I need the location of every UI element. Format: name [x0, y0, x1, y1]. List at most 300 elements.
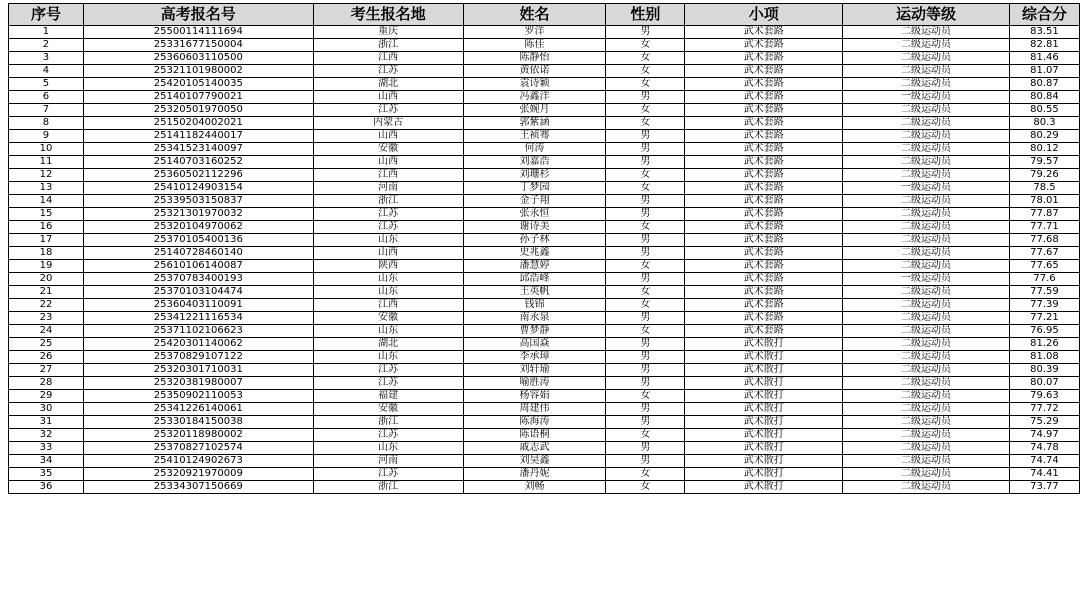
cell-registration-region: 浙江	[313, 39, 463, 52]
cell-total-score: 78.5	[1009, 182, 1079, 195]
cell-serial-number: 18	[9, 247, 84, 260]
cell-name: 郭紫涵	[463, 117, 606, 130]
cell-name: 张永恒	[463, 208, 606, 221]
cell-registration-region: 山东	[313, 351, 463, 364]
table-row	[9, 260, 1080, 273]
table-row	[9, 403, 1080, 416]
cell-registration-number: 25150204002021	[83, 117, 313, 130]
cell-total-score: 80.3	[1009, 117, 1079, 130]
cell-registration-number: 25420105140035	[83, 78, 313, 91]
cell-athlete-level: 二级运动员	[843, 78, 1010, 91]
cell-registration-number: 25141182440017	[83, 130, 313, 143]
cell-gender: 男	[606, 377, 685, 390]
cell-athlete-level: 二级运动员	[843, 52, 1010, 65]
results-table	[8, 3, 1080, 494]
cell-serial-number: 19	[9, 260, 84, 273]
cell-athlete-level: 二级运动员	[843, 312, 1010, 325]
cell-name: 王祯骞	[463, 130, 606, 143]
cell-name: 钱锦	[463, 299, 606, 312]
cell-event: 武术散打	[685, 364, 843, 377]
cell-event: 武术散打	[685, 468, 843, 481]
cell-event: 武术散打	[685, 390, 843, 403]
cell-athlete-level: 二级运动员	[843, 195, 1010, 208]
cell-serial-number: 6	[9, 91, 84, 104]
cell-registration-number: 25140728460140	[83, 247, 313, 260]
cell-registration-region: 山西	[313, 156, 463, 169]
cell-registration-number: 25140703160252	[83, 156, 313, 169]
cell-total-score: 77.87	[1009, 208, 1079, 221]
cell-athlete-level: 二级运动员	[843, 299, 1010, 312]
cell-total-score: 78.01	[1009, 195, 1079, 208]
cell-registration-number: 25339503150837	[83, 195, 313, 208]
cell-event: 武术套路	[685, 208, 843, 221]
cell-serial-number: 3	[9, 52, 84, 65]
cell-gender: 女	[606, 468, 685, 481]
cell-total-score: 81.26	[1009, 338, 1079, 351]
cell-gender: 女	[606, 52, 685, 65]
header-row	[9, 4, 1080, 26]
cell-total-score: 83.51	[1009, 26, 1079, 39]
cell-registration-region: 湖北	[313, 338, 463, 351]
cell-total-score: 79.63	[1009, 390, 1079, 403]
cell-serial-number: 21	[9, 286, 84, 299]
table-row	[9, 364, 1080, 377]
cell-registration-number: 25320118980002	[83, 429, 313, 442]
header-gender: 性别	[606, 4, 685, 26]
cell-name: 谢诗美	[463, 221, 606, 234]
cell-gender: 女	[606, 39, 685, 52]
cell-serial-number: 20	[9, 273, 84, 286]
cell-registration-number: 25341221116534	[83, 312, 313, 325]
cell-gender: 男	[606, 234, 685, 247]
table-row	[9, 208, 1080, 221]
cell-registration-number: 25370827102574	[83, 442, 313, 455]
cell-total-score: 77.72	[1009, 403, 1079, 416]
table-row	[9, 429, 1080, 442]
cell-name: 刘昊鑫	[463, 455, 606, 468]
table-row	[9, 442, 1080, 455]
table-row	[9, 65, 1080, 78]
cell-gender: 男	[606, 26, 685, 39]
cell-registration-region: 浙江	[313, 481, 463, 494]
cell-event: 武术散打	[685, 455, 843, 468]
cell-athlete-level: 二级运动员	[843, 364, 1010, 377]
cell-event: 武术散打	[685, 442, 843, 455]
cell-total-score: 77.65	[1009, 260, 1079, 273]
cell-total-score: 81.46	[1009, 52, 1079, 65]
cell-athlete-level: 二级运动员	[843, 143, 1010, 156]
cell-total-score: 74.74	[1009, 455, 1079, 468]
cell-serial-number: 14	[9, 195, 84, 208]
cell-registration-number: 25420301140062	[83, 338, 313, 351]
cell-gender: 男	[606, 273, 685, 286]
cell-serial-number: 11	[9, 156, 84, 169]
cell-total-score: 80.55	[1009, 104, 1079, 117]
header-total-score: 综合分	[1009, 4, 1079, 26]
cell-name: 刘嘉浩	[463, 156, 606, 169]
table-row	[9, 468, 1080, 481]
cell-name: 杨容娟	[463, 390, 606, 403]
cell-gender: 女	[606, 429, 685, 442]
cell-name: 高国焱	[463, 338, 606, 351]
cell-name: 戚志武	[463, 442, 606, 455]
cell-serial-number: 12	[9, 169, 84, 182]
cell-registration-region: 江苏	[313, 429, 463, 442]
cell-name: 周建伟	[463, 403, 606, 416]
table-row	[9, 52, 1080, 65]
cell-event: 武术套路	[685, 78, 843, 91]
cell-gender: 男	[606, 247, 685, 260]
cell-registration-region: 山西	[313, 91, 463, 104]
cell-event: 武术散打	[685, 403, 843, 416]
table-row	[9, 26, 1080, 39]
table-row	[9, 130, 1080, 143]
cell-registration-number: 25320921970009	[83, 468, 313, 481]
table-row	[9, 390, 1080, 403]
cell-serial-number: 32	[9, 429, 84, 442]
cell-serial-number: 30	[9, 403, 84, 416]
cell-total-score: 79.57	[1009, 156, 1079, 169]
cell-name: 曹梦静	[463, 325, 606, 338]
cell-serial-number: 7	[9, 104, 84, 117]
cell-serial-number: 16	[9, 221, 84, 234]
cell-total-score: 74.78	[1009, 442, 1079, 455]
cell-event: 武术散打	[685, 481, 843, 494]
cell-gender: 男	[606, 351, 685, 364]
cell-total-score: 80.12	[1009, 143, 1079, 156]
cell-gender: 男	[606, 143, 685, 156]
table-row	[9, 299, 1080, 312]
cell-athlete-level: 二级运动员	[843, 351, 1010, 364]
header-registration-region: 考生报名地	[313, 4, 463, 26]
cell-name: 黄依诺	[463, 65, 606, 78]
cell-name: 史兆鑫	[463, 247, 606, 260]
cell-gender: 男	[606, 312, 685, 325]
cell-gender: 男	[606, 455, 685, 468]
cell-total-score: 77.71	[1009, 221, 1079, 234]
table-row	[9, 455, 1080, 468]
cell-name: 潘丹妮	[463, 468, 606, 481]
cell-total-score: 77.21	[1009, 312, 1079, 325]
cell-registration-region: 山东	[313, 234, 463, 247]
cell-name: 王英帆	[463, 286, 606, 299]
cell-registration-number: 25320381980007	[83, 377, 313, 390]
cell-registration-region: 江苏	[313, 364, 463, 377]
cell-registration-number: 25140107790021	[83, 91, 313, 104]
cell-registration-number: 25500114111694	[83, 26, 313, 39]
cell-athlete-level: 二级运动员	[843, 260, 1010, 273]
cell-event: 武术套路	[685, 65, 843, 78]
header-serial-number: 序号	[9, 4, 84, 26]
cell-registration-region: 山西	[313, 130, 463, 143]
cell-registration-region: 福建	[313, 390, 463, 403]
cell-gender: 男	[606, 364, 685, 377]
cell-athlete-level: 二级运动员	[843, 325, 1010, 338]
cell-registration-region: 浙江	[313, 195, 463, 208]
cell-athlete-level: 二级运动员	[843, 455, 1010, 468]
cell-serial-number: 28	[9, 377, 84, 390]
cell-athlete-level: 二级运动员	[843, 104, 1010, 117]
cell-name: 张婉月	[463, 104, 606, 117]
cell-registration-number: 25370103104474	[83, 286, 313, 299]
cell-gender: 男	[606, 403, 685, 416]
cell-registration-number: 25360502112296	[83, 169, 313, 182]
cell-serial-number: 4	[9, 65, 84, 78]
cell-serial-number: 27	[9, 364, 84, 377]
cell-athlete-level: 二级运动员	[843, 286, 1010, 299]
cell-event: 武术套路	[685, 156, 843, 169]
cell-gender: 女	[606, 325, 685, 338]
cell-event: 武术散打	[685, 338, 843, 351]
cell-athlete-level: 一级运动员	[843, 273, 1010, 286]
cell-total-score: 77.6	[1009, 273, 1079, 286]
cell-serial-number: 34	[9, 455, 84, 468]
cell-serial-number: 36	[9, 481, 84, 494]
cell-total-score: 74.97	[1009, 429, 1079, 442]
cell-registration-region: 安徽	[313, 312, 463, 325]
cell-athlete-level: 二级运动员	[843, 26, 1010, 39]
cell-serial-number: 2	[9, 39, 84, 52]
cell-serial-number: 15	[9, 208, 84, 221]
cell-registration-number: 25330184150038	[83, 416, 313, 429]
cell-serial-number: 17	[9, 234, 84, 247]
cell-total-score: 80.84	[1009, 91, 1079, 104]
cell-registration-region: 江西	[313, 169, 463, 182]
cell-total-score: 75.29	[1009, 416, 1079, 429]
cell-event: 武术散打	[685, 351, 843, 364]
cell-registration-number: 25321301970032	[83, 208, 313, 221]
header-name: 姓名	[463, 4, 606, 26]
cell-name: 何涛	[463, 143, 606, 156]
cell-registration-region: 内蒙古	[313, 117, 463, 130]
cell-gender: 男	[606, 208, 685, 221]
cell-registration-number: 25321101980002	[83, 65, 313, 78]
cell-name: 南永泉	[463, 312, 606, 325]
cell-name: 陈静怡	[463, 52, 606, 65]
cell-name: 潘慧婷	[463, 260, 606, 273]
cell-registration-region: 江苏	[313, 468, 463, 481]
cell-event: 武术套路	[685, 91, 843, 104]
cell-name: 陈语桐	[463, 429, 606, 442]
table-row	[9, 325, 1080, 338]
cell-total-score: 81.08	[1009, 351, 1079, 364]
cell-gender: 女	[606, 481, 685, 494]
cell-athlete-level: 二级运动员	[843, 169, 1010, 182]
cell-total-score: 81.07	[1009, 65, 1079, 78]
cell-registration-number: 25350902110053	[83, 390, 313, 403]
cell-name: 孙子林	[463, 234, 606, 247]
cell-total-score: 80.29	[1009, 130, 1079, 143]
cell-serial-number: 31	[9, 416, 84, 429]
cell-event: 武术套路	[685, 247, 843, 260]
cell-gender: 女	[606, 299, 685, 312]
cell-athlete-level: 二级运动员	[843, 468, 1010, 481]
cell-serial-number: 24	[9, 325, 84, 338]
cell-name: 冯鑫洋	[463, 91, 606, 104]
header-athlete-level: 运动等级	[843, 4, 1010, 26]
cell-registration-region: 江苏	[313, 208, 463, 221]
cell-registration-number: 25360403110091	[83, 299, 313, 312]
cell-event: 武术散打	[685, 377, 843, 390]
cell-total-score: 77.68	[1009, 234, 1079, 247]
cell-athlete-level: 一级运动员	[843, 91, 1010, 104]
cell-gender: 男	[606, 338, 685, 351]
cell-registration-region: 河南	[313, 455, 463, 468]
cell-name: 喻胜涛	[463, 377, 606, 390]
table-row	[9, 286, 1080, 299]
header-registration-number: 高考报名号	[83, 4, 313, 26]
cell-registration-region: 山东	[313, 273, 463, 286]
cell-athlete-level: 二级运动员	[843, 442, 1010, 455]
cell-registration-region: 河南	[313, 182, 463, 195]
cell-name: 刘畅	[463, 481, 606, 494]
cell-gender: 女	[606, 78, 685, 91]
cell-total-score: 77.67	[1009, 247, 1079, 260]
table-row	[9, 221, 1080, 234]
cell-name: 李承璋	[463, 351, 606, 364]
cell-event: 武术套路	[685, 104, 843, 117]
table-row	[9, 104, 1080, 117]
cell-name: 邱浩峰	[463, 273, 606, 286]
table-body	[9, 26, 1080, 494]
cell-athlete-level: 二级运动员	[843, 130, 1010, 143]
cell-athlete-level: 二级运动员	[843, 338, 1010, 351]
cell-event: 武术套路	[685, 117, 843, 130]
table-row	[9, 234, 1080, 247]
cell-registration-region: 安徽	[313, 403, 463, 416]
cell-event: 武术套路	[685, 182, 843, 195]
cell-name: 袁诗颖	[463, 78, 606, 91]
table-row	[9, 416, 1080, 429]
cell-registration-number: 25341226140061	[83, 403, 313, 416]
cell-event: 武术套路	[685, 195, 843, 208]
cell-athlete-level: 二级运动员	[843, 208, 1010, 221]
cell-serial-number: 23	[9, 312, 84, 325]
cell-serial-number: 9	[9, 130, 84, 143]
cell-serial-number: 10	[9, 143, 84, 156]
cell-gender: 男	[606, 130, 685, 143]
cell-total-score: 80.39	[1009, 364, 1079, 377]
cell-registration-region: 安徽	[313, 143, 463, 156]
cell-serial-number: 22	[9, 299, 84, 312]
table-row	[9, 91, 1080, 104]
cell-serial-number: 5	[9, 78, 84, 91]
table-header	[9, 4, 1080, 26]
cell-registration-number: 25331677150004	[83, 39, 313, 52]
cell-athlete-level: 二级运动员	[843, 377, 1010, 390]
cell-registration-number: 25410124903154	[83, 182, 313, 195]
table-row	[9, 273, 1080, 286]
cell-registration-region: 山东	[313, 442, 463, 455]
cell-name: 刘轩瑜	[463, 364, 606, 377]
cell-registration-region: 山东	[313, 286, 463, 299]
cell-event: 武术套路	[685, 26, 843, 39]
cell-total-score: 80.87	[1009, 78, 1079, 91]
cell-registration-number: 25370105400136	[83, 234, 313, 247]
cell-name: 丁梦园	[463, 182, 606, 195]
cell-total-score: 82.81	[1009, 39, 1079, 52]
cell-serial-number: 26	[9, 351, 84, 364]
cell-registration-region: 浙江	[313, 416, 463, 429]
cell-registration-number: 25370783400193	[83, 273, 313, 286]
table-row	[9, 78, 1080, 91]
cell-gender: 男	[606, 442, 685, 455]
header-event: 小项	[685, 4, 843, 26]
table-row	[9, 377, 1080, 390]
table-row	[9, 169, 1080, 182]
cell-event: 武术套路	[685, 39, 843, 52]
cell-event: 武术套路	[685, 221, 843, 234]
cell-athlete-level: 二级运动员	[843, 429, 1010, 442]
cell-name: 罗洋	[463, 26, 606, 39]
cell-gender: 男	[606, 195, 685, 208]
table-row	[9, 195, 1080, 208]
cell-athlete-level: 二级运动员	[843, 65, 1010, 78]
cell-gender: 女	[606, 260, 685, 273]
cell-gender: 女	[606, 390, 685, 403]
cell-event: 武术套路	[685, 234, 843, 247]
cell-event: 武术套路	[685, 130, 843, 143]
cell-event: 武术套路	[685, 325, 843, 338]
cell-event: 武术套路	[685, 299, 843, 312]
cell-gender: 女	[606, 169, 685, 182]
cell-registration-region: 江西	[313, 299, 463, 312]
cell-gender: 男	[606, 91, 685, 104]
table-row	[9, 481, 1080, 494]
cell-serial-number: 29	[9, 390, 84, 403]
table-row	[9, 312, 1080, 325]
cell-gender: 男	[606, 156, 685, 169]
cell-total-score: 80.07	[1009, 377, 1079, 390]
cell-name: 金子翔	[463, 195, 606, 208]
cell-gender: 男	[606, 416, 685, 429]
cell-event: 武术散打	[685, 416, 843, 429]
cell-event: 武术套路	[685, 273, 843, 286]
cell-total-score: 79.26	[1009, 169, 1079, 182]
cell-serial-number: 13	[9, 182, 84, 195]
cell-athlete-level: 二级运动员	[843, 39, 1010, 52]
cell-registration-number: 25610106140087	[83, 260, 313, 273]
cell-total-score: 76.95	[1009, 325, 1079, 338]
cell-event: 武术套路	[685, 312, 843, 325]
cell-gender: 女	[606, 221, 685, 234]
cell-event: 武术散打	[685, 429, 843, 442]
cell-gender: 女	[606, 182, 685, 195]
table-row	[9, 247, 1080, 260]
cell-registration-region: 重庆	[313, 26, 463, 39]
table-row	[9, 351, 1080, 364]
table-row	[9, 39, 1080, 52]
cell-gender: 女	[606, 65, 685, 78]
table-row	[9, 156, 1080, 169]
cell-serial-number: 35	[9, 468, 84, 481]
cell-athlete-level: 二级运动员	[843, 481, 1010, 494]
cell-registration-number: 25341523140097	[83, 143, 313, 156]
cell-athlete-level: 二级运动员	[843, 117, 1010, 130]
cell-gender: 女	[606, 104, 685, 117]
cell-total-score: 77.39	[1009, 299, 1079, 312]
cell-serial-number: 1	[9, 26, 84, 39]
cell-registration-number: 25320301710031	[83, 364, 313, 377]
cell-event: 武术套路	[685, 260, 843, 273]
cell-event: 武术套路	[685, 143, 843, 156]
cell-registration-number: 25371102106623	[83, 325, 313, 338]
cell-registration-region: 山东	[313, 325, 463, 338]
table-row	[9, 182, 1080, 195]
cell-registration-region: 江苏	[313, 221, 463, 234]
cell-serial-number: 33	[9, 442, 84, 455]
cell-name: 刘珊杉	[463, 169, 606, 182]
